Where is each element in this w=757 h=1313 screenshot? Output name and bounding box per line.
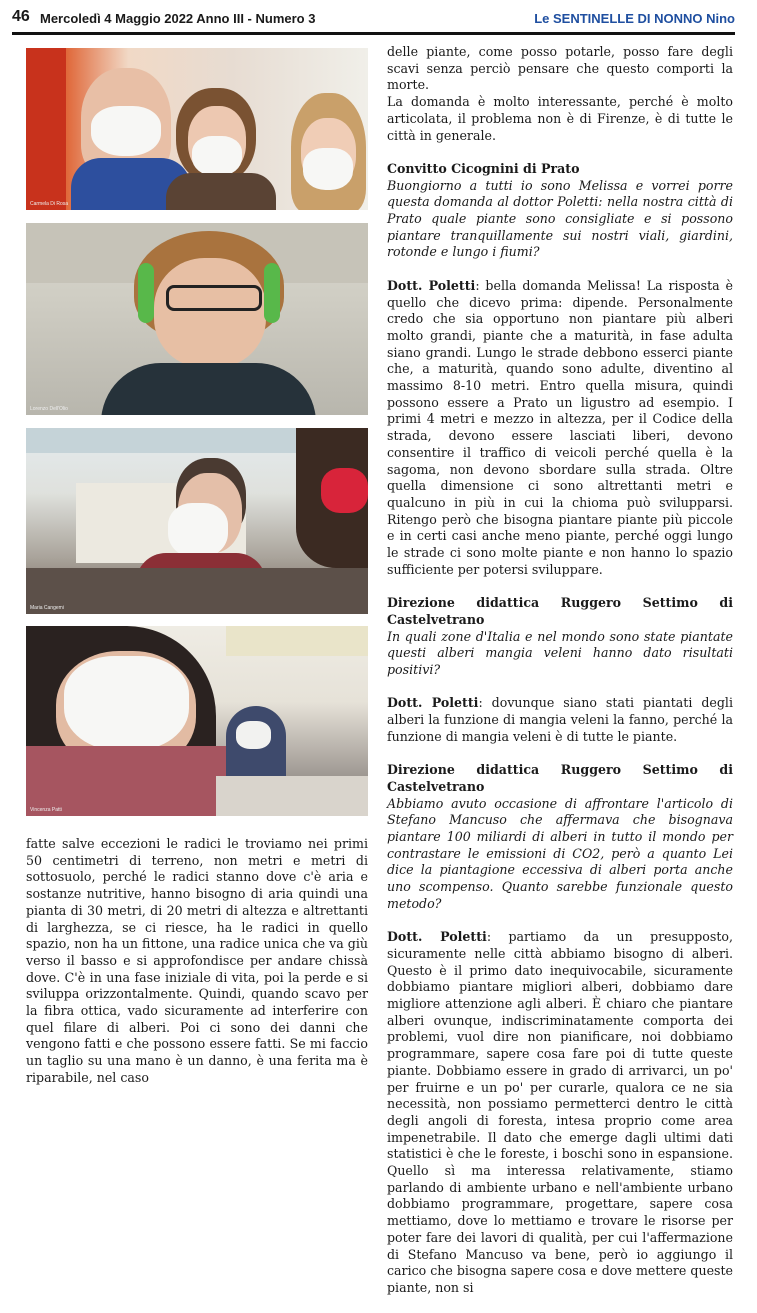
face-mask xyxy=(168,503,228,558)
glasses xyxy=(166,285,262,311)
face-mask xyxy=(64,656,189,751)
face-mask xyxy=(236,721,271,749)
photo-classroom-1 xyxy=(26,428,368,614)
issue-line: Mercoledì 4 Maggio 2022 Anno III - Numero 3 xyxy=(40,11,316,26)
photo-video-call-2 xyxy=(26,223,368,415)
photo-classroom-2 xyxy=(26,626,368,816)
answer-text: : partiamo da un presupposto, sicuramente nelle città abbiamo bisogno di alberi. Questo è il primo dato inequivocabile, sicuramente dobbiamo piantare migliori alberi, dobbiamo dare migliore attenzione agli alberi. È chiaro che piantare alberi ovunque, indiscriminatamente comporta dei problemi, vuol dire non pianificare, noi dobbiamo programmare, sapere cosa fare poi di tutte queste piante. Dobbiamo essere in grado di arrivarci, un po' per fruirne e un po' per curarle, qualora ce ne sia necessità, non possiamo permetterci dentro le città degli angoli di foresta, intesa proprio come area impenetrabile. Il dato che emerge dagli ultimi dati statistici è che le foreste, i boschi sono in espansione. Quello sì ma interessa relativamente, stiamo parlando di ambiente urbano e nell'ambiente urbano dobbiamo programmare, progettare, sapere cosa mettiamo, dove lo mettiamo e trovare le risorse per poter fare dei lavori di qualità, per cui l'affermazione di Stefano Mancuso va bene, però io aggiungo il carico che bisogna sapere cosa e dove mettere queste piante, non si xyxy=(387,929,733,1295)
photo-caption: Maria Cangemi xyxy=(30,605,64,611)
answer-text: : bella domanda Melissa! La risposta è quello che dicevo prima: dipende. Personalmente credo che sia opportuno non piantare più alberi molto grandi, piante che a maturità, in fase adulta siano grandi. Lungo le strade debbono esserci piante che, a maturità, quando sono adulte, diventino al massimo 8-10 metri. Entro quella misura, quindi possono essere a Prato un ligustro ad esempio. I primi 4 metri e mezzo in altezza, per il Codice della strada, devono essere lasciati liberi, devono consentire il traffico di veicoli perché quella è la sagoma, non devono sbordare sulla strada. Oltre quella dimensione ci sono altrettanti metri e qualcuno in più in cui la chioma può svilupparsi. Ritengo però che bisogna piantare piante più piccole e in certi casi anche meno piante, perché oggi lungo le strade ci sono molte piante e non hanno lo spazio sufficiente per potersi sviluppare. xyxy=(387,277,733,577)
photo-video-call-1 xyxy=(26,48,368,210)
person-sweater xyxy=(101,363,316,415)
answer-speaker: Dott. Poletti xyxy=(387,277,476,293)
photo-caption: Carmela Di Rosa xyxy=(30,201,69,207)
photo-caption: Vincenza Patti xyxy=(30,807,62,813)
face-mask xyxy=(91,106,161,156)
question-text: Buongiorno a tutti io sono Melissa e vorrei porre questa domanda al dottor Poletti: nella nostra città di Prato quale piante sono consigliate e si possono piantare tranquillamente sui nostri viali, giardini, rotonde e lungo i fiumi? xyxy=(387,177,733,260)
face-mask xyxy=(192,136,242,176)
person-jacket xyxy=(166,173,276,210)
question-text: Abbiamo avuto occasione di affrontare l'articolo di Stefano Mancuso che affermava che bisognava piantare 100 miliardi di alberi in tutto il mondo per contrastare le emissioni di CO2, però a quanto Lei dice la piantagione eccessiva di alberi porta anche uno scompenso. Quanto sarebbe funzionale questo metodo? xyxy=(387,795,733,911)
headphones xyxy=(264,263,280,323)
person-clothing xyxy=(26,746,226,816)
answer-text: : dovunque siano stati piantati degli alberi la funzione di mangia veleni la fanno, perché la funzione di mangia veleni è di tutte le piante. xyxy=(387,695,733,744)
question-source: Direzione didattica Ruggero Settimo di Castelvetrano xyxy=(387,762,733,794)
wall-decorations xyxy=(226,626,368,656)
page-header xyxy=(0,0,757,34)
person-face xyxy=(154,258,266,368)
right-column xyxy=(387,44,733,1313)
red-banner xyxy=(26,48,69,210)
paragraph: fatte salve eccezioni le radici le troviamo nei primi 50 centimetri di terreno, non metri e metri di sottosuolo, perché le radici stanno dove c'è aria e sostanze nutritive, hanno bisogno di aria quindi una pianta di 30 metri, di 20 metri di altezza e altrettanti di larghezza, se ci riesce, ha le radici in quello spazio, non ha un fittone, una radice unica che va giù verso il basso e si approfondisce per andare chissà dove. C'è in una fase iniziale di vita, poi la perde e si sviluppa orizzontalmente. Quindi, quando scavo per la fibra ottica, vado sicuramente ad interferire con quel filare di alberi. Poi ci sono dei danni che vengono fatti e che possono essere fatti. Se mi faccio un taglio su una mano è un danno, è una ferita ma è riparabile, nel caso xyxy=(26,836,368,1085)
headphones xyxy=(138,263,154,323)
header-rule xyxy=(12,32,735,35)
answer-speaker: Dott. Poletti xyxy=(387,695,479,711)
paragraph: delle piante, come posso potarle, posso fare degli scavi senza perciò pensare che questo comporti la morte. xyxy=(387,44,733,93)
desks xyxy=(216,776,368,816)
question-source: Direzione didattica Ruggero Settimo di Castelvetrano xyxy=(387,595,733,627)
paragraph: La domanda è molto interessante, perché è molto articolata, il problema non è di Firenze, è di tutte le città in generale. xyxy=(387,94,733,143)
desks xyxy=(26,568,368,614)
left-column xyxy=(26,836,368,1103)
face-mask xyxy=(303,148,353,190)
masthead: Le SENTINELLE DI NONNO Nino xyxy=(534,11,735,26)
face-mask xyxy=(321,468,368,513)
question-source: Convitto Cicognini di Prato xyxy=(387,160,580,176)
page-number: 46 xyxy=(12,8,30,25)
photo-caption: Lorenzo Dell'Olio xyxy=(30,406,68,412)
question-text: In quali zone d'Italia e nel mondo sono state piantate questi alberi mangia veleni hanno dato risultati positivi? xyxy=(387,628,733,677)
answer-speaker: Dott. Poletti xyxy=(387,929,487,945)
